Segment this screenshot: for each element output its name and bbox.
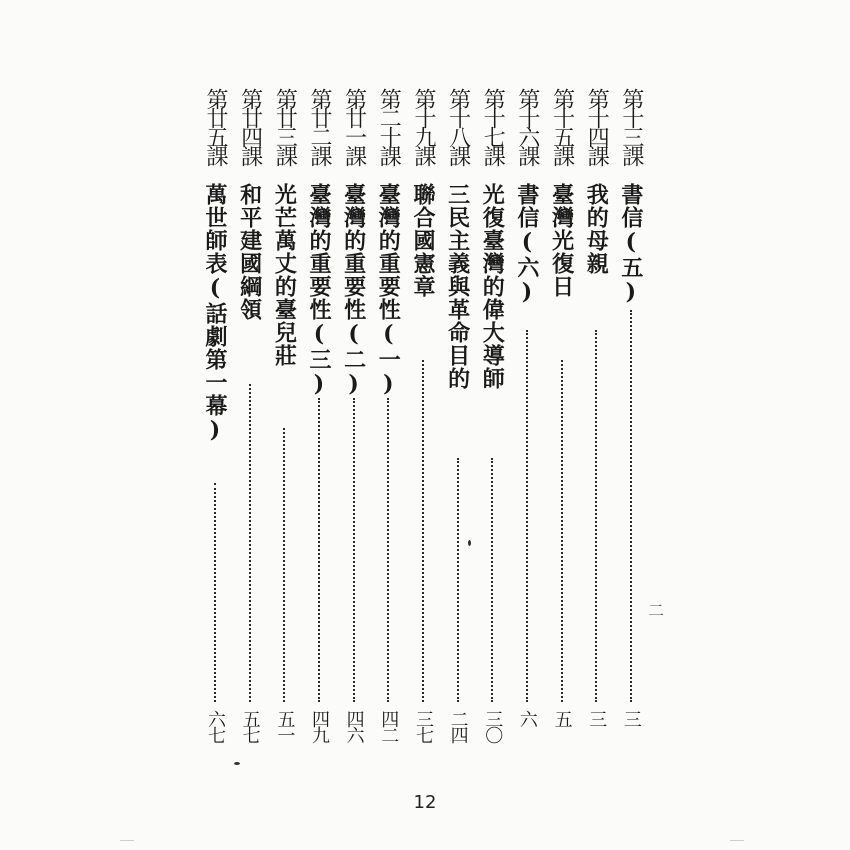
lesson-number: 第廿四課 xyxy=(237,88,263,164)
toc-entry xyxy=(371,88,405,748)
toc-entry xyxy=(614,88,648,748)
dot-leader xyxy=(595,330,597,702)
dot-leader xyxy=(387,398,389,702)
toc-entry xyxy=(510,88,544,748)
page-ref: 三〇 xyxy=(482,710,504,742)
margin-mark: 二 xyxy=(648,601,665,620)
page-number: 12 xyxy=(413,792,437,813)
dot-leader xyxy=(318,398,320,702)
dot-leader xyxy=(214,483,216,702)
page-ref: 六 xyxy=(516,710,538,726)
dot-leader xyxy=(353,398,355,702)
toc-entry xyxy=(579,88,613,748)
toc-entry xyxy=(198,88,232,748)
ink-speck xyxy=(234,762,240,765)
page-ref: 五一 xyxy=(274,710,296,742)
page-ref: 六七 xyxy=(205,710,226,742)
toc-entry xyxy=(545,88,579,748)
lesson-title: 三民主義與革命目的 xyxy=(444,183,471,390)
scan-edge-mark xyxy=(730,840,744,841)
lesson-title: 萬世師表(話劇第一幕) xyxy=(202,183,228,444)
lesson-title: 和平建國綱領 xyxy=(236,183,263,321)
lesson-title: 我的母親 xyxy=(583,183,610,275)
table-of-contents xyxy=(198,88,648,748)
lesson-title: 臺灣光復日 xyxy=(548,183,575,298)
lesson-number: 第十五課 xyxy=(549,88,575,164)
scan-edge-mark xyxy=(120,840,134,841)
lesson-number: 第十四課 xyxy=(584,88,610,164)
page-ref: 三 xyxy=(586,710,608,726)
lesson-number: 第十六課 xyxy=(514,88,540,164)
toc-entry xyxy=(475,88,509,748)
lesson-title: 光復臺灣的偉大導師 xyxy=(479,183,506,390)
lesson-number: 第十七課 xyxy=(480,88,506,164)
toc-entry xyxy=(337,88,371,748)
page-ref: 四六 xyxy=(343,710,365,742)
lesson-title: 書信(五) xyxy=(617,183,644,306)
lesson-number: 第二十課 xyxy=(376,88,402,164)
page-ref: 五七 xyxy=(239,710,261,742)
lesson-number: 第十九課 xyxy=(410,88,436,164)
lesson-number: 第廿一課 xyxy=(341,88,367,164)
lesson-title: 臺灣的重要性(一) xyxy=(375,183,402,398)
lesson-number: 第廿二課 xyxy=(306,88,332,164)
toc-entry xyxy=(302,88,336,748)
lesson-title: 光芒萬丈的臺兒莊 xyxy=(271,183,298,367)
dot-leader xyxy=(457,458,459,702)
lesson-title: 臺灣的重要性(三) xyxy=(305,183,332,398)
toc-entry xyxy=(267,88,301,748)
dot-leader xyxy=(422,360,424,702)
page-ref: 四二 xyxy=(378,710,400,742)
toc-entry xyxy=(233,88,267,748)
toc-entry xyxy=(406,88,440,748)
ink-speck xyxy=(468,540,471,546)
lesson-title: 書信(六) xyxy=(513,183,540,306)
dot-leader xyxy=(249,384,251,702)
page-ref: 二四 xyxy=(447,710,469,742)
lesson-number: 第廿三課 xyxy=(272,88,298,164)
lesson-title: 聯合國憲章 xyxy=(409,183,436,298)
dot-leader xyxy=(491,458,493,702)
lesson-number: 第十三課 xyxy=(618,88,644,164)
lesson-number: 第十八課 xyxy=(445,88,471,164)
dot-leader xyxy=(526,330,528,702)
page-ref: 三七 xyxy=(412,710,434,742)
dot-leader xyxy=(630,310,632,702)
page-ref: 五 xyxy=(551,710,573,726)
page-ref: 四九 xyxy=(308,710,330,742)
lesson-title: 臺灣的重要性(二) xyxy=(340,183,367,398)
page-ref: 三 xyxy=(620,710,642,726)
dot-leader xyxy=(561,360,563,702)
lesson-number: 第廿五課 xyxy=(203,88,228,164)
dot-leader xyxy=(283,428,285,702)
toc-entry xyxy=(441,88,475,748)
